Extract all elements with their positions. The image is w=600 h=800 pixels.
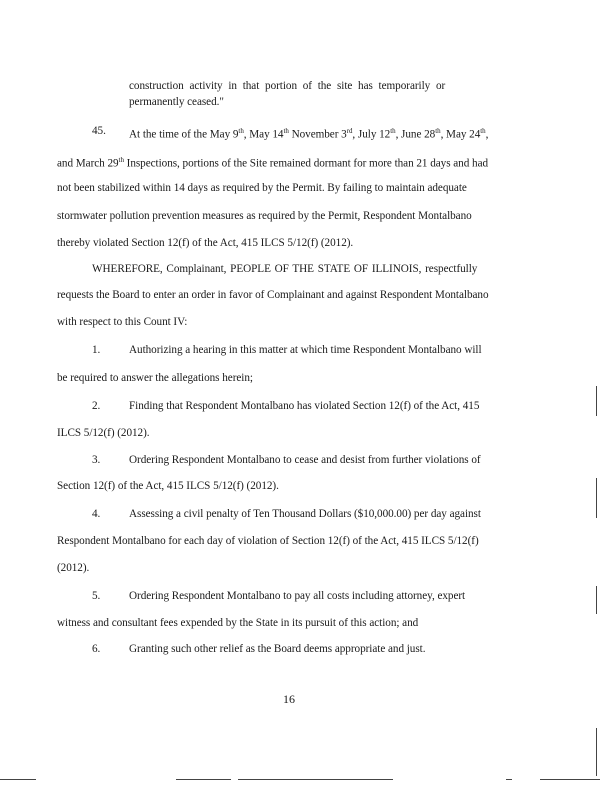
relief-4-line-1: Assessing a civil penalty of Ten Thousand Dollars ($10,000.00) per day against bbox=[129, 508, 481, 520]
quote-line-2: permanently ceased." bbox=[129, 96, 224, 108]
relief-3-line-2: Section 12(f) of the Act, 415 ILCS 5/12(f) (2012). bbox=[57, 480, 279, 492]
relief-1-line-2: be required to answer the allegations herein; bbox=[57, 372, 253, 384]
relief-3-line-1: Ordering Respondent Montalbano to cease and desist from further violations of bbox=[129, 454, 481, 466]
scan-mark bbox=[238, 779, 393, 780]
relief-2-line-2: ILCS 5/12(f) (2012). bbox=[57, 427, 150, 439]
paragraph-45-line-3: not been stabilized within 14 days as required by the Permit. By failing to maintain adequate bbox=[57, 182, 467, 194]
relief-number: 3. bbox=[92, 454, 101, 466]
paragraph-45-line-5: thereby violated Section 12(f) of the Act, 415 ILCS 5/12(f) (2012). bbox=[57, 237, 354, 249]
relief-5-line-2: witness and consultant fees expended by the State in its pursuit of this action; and bbox=[57, 617, 419, 629]
paragraph-45-line-1: At the time of the May 9th, May 14th November 3rd, July 12th, June 28th, May 24th, bbox=[129, 127, 489, 141]
relief-2-line-1: Finding that Respondent Montalbano has violated Section 12(f) of the Act, 415 bbox=[129, 400, 480, 412]
scan-mark bbox=[176, 779, 231, 780]
scan-mark bbox=[0, 779, 36, 780]
wherefore-line-2: requests the Board to enter an order in favor of Complainant and against Respondent Montalbano bbox=[57, 289, 489, 301]
relief-4-line-3: (2012). bbox=[57, 562, 90, 574]
quote-line-1: construction activity in that portion of the site has temporarily or bbox=[129, 80, 446, 92]
relief-4-line-2: Respondent Montalbano for each day of violation of Section 12(f) of the Act, 415 ILCS 5/12(f) bbox=[57, 535, 479, 547]
scan-mark bbox=[540, 779, 600, 780]
paragraph-45-line-4: stormwater pollution prevention measures as required by the Permit, Respondent Montalbano bbox=[57, 210, 472, 222]
paragraph-45-line-2: and March 29th Inspections, portions of the Site remained dormant for more than 21 days and had bbox=[57, 156, 489, 170]
scan-mark bbox=[506, 779, 512, 780]
relief-number: 4. bbox=[92, 508, 101, 520]
scan-mark bbox=[596, 586, 597, 614]
relief-number: 5. bbox=[92, 590, 101, 602]
scan-mark bbox=[596, 386, 597, 416]
wherefore-line-1: WHEREFORE, Complainant, PEOPLE OF THE STATE OF ILLINOIS, respectfully bbox=[92, 263, 478, 275]
scan-mark bbox=[596, 478, 597, 518]
scan-mark bbox=[596, 728, 597, 776]
relief-6-line-1: Granting such other relief as the Board deems appropriate and just. bbox=[129, 643, 426, 655]
relief-5-line-1: Ordering Respondent Montalbano to pay all costs including attorney, expert bbox=[129, 590, 466, 602]
relief-number: 1. bbox=[92, 344, 101, 356]
page-number: 16 bbox=[283, 692, 295, 706]
paragraph-number: 45. bbox=[92, 125, 106, 137]
relief-1-line-1: Authorizing a hearing in this matter at which time Respondent Montalbano will bbox=[129, 344, 482, 356]
relief-number: 2. bbox=[92, 400, 101, 412]
relief-number: 6. bbox=[92, 643, 101, 655]
wherefore-line-3: with respect to this Count IV: bbox=[57, 316, 188, 328]
